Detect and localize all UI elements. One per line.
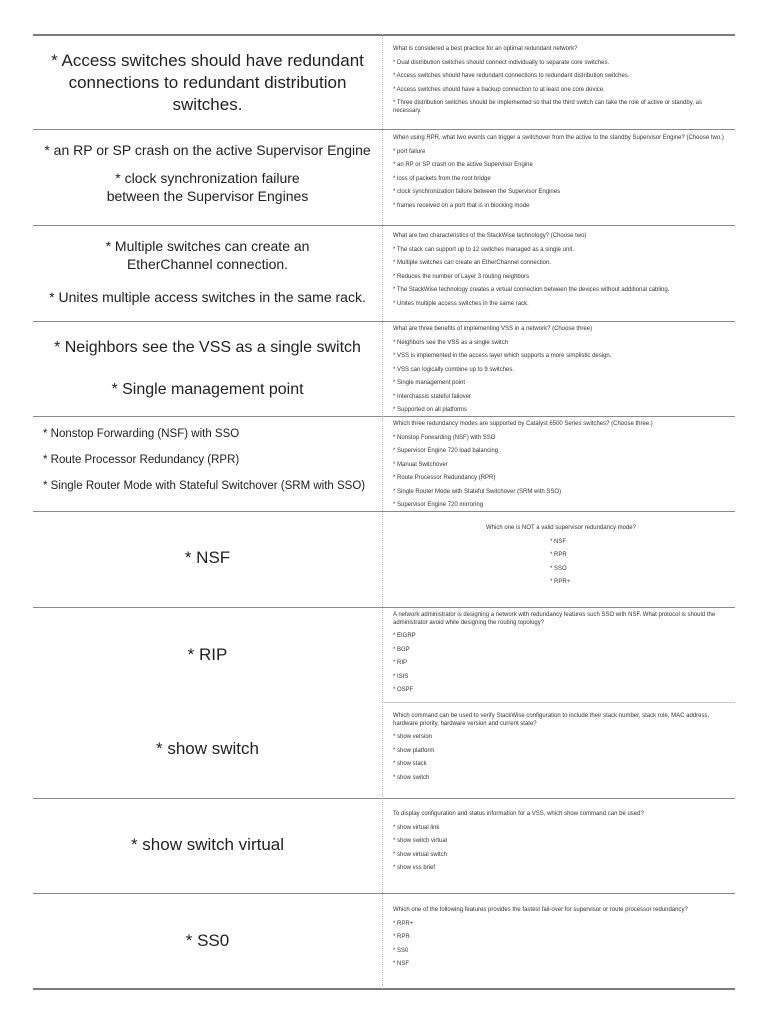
option-text: * BGP xyxy=(393,646,410,653)
question-cell xyxy=(393,907,729,975)
option-text: * Interchassis stateful failover xyxy=(393,393,472,400)
answer-cell xyxy=(33,644,382,666)
option-text: * show switch xyxy=(393,774,430,781)
question-text: To display configuration and status information for a VSS, which show command can be used? xyxy=(393,811,644,817)
option-text: * Unites multiple access switches in the same rack. xyxy=(393,300,529,307)
question-text: Which one is NOT a valid supervisor redundancy mode? xyxy=(486,525,636,531)
option-text: * show virtual link xyxy=(393,824,440,831)
answer-text: * an RP or SP crash on the active Supervisor Engine xyxy=(44,142,371,158)
question-cell xyxy=(393,421,729,516)
question-text: What are three benefits of implementing VSS in a network? (Choose three) xyxy=(393,326,593,332)
row-divider xyxy=(33,321,735,322)
answer-text: * show switch xyxy=(156,739,259,758)
option-text: * OSPF xyxy=(393,687,414,693)
row-divider xyxy=(33,225,735,226)
option-text: * RPR xyxy=(550,552,567,558)
row-divider xyxy=(33,34,735,36)
row-divider xyxy=(33,798,735,799)
option-text: * show version xyxy=(393,734,433,740)
option-text: * RIP xyxy=(393,660,408,666)
option-text: * RPR+ xyxy=(393,920,414,927)
option-text: * frames received on a port that is in blocking mode xyxy=(393,202,530,209)
option-text: * Access switches should have redundant connections to redundant distribution switches. xyxy=(393,73,630,79)
answer-cell xyxy=(33,141,382,205)
answer-text: * clock synchronization failure between the Supervisor Engines xyxy=(106,170,309,204)
option-text: * NSF xyxy=(393,961,410,967)
option-text: * RPR+ xyxy=(550,579,571,585)
question-text: What is considered a best practice for an optimal redundant network? xyxy=(393,46,578,52)
question-text: Which command can be used to verify StackWise configuration to include their stack number, stack role, MAC address, hardware priority, hardware version and current state? xyxy=(393,713,710,727)
question-cell xyxy=(393,713,729,788)
question-text: When using RPR, what two events can trigger a switchover from the active to the standby Supervisor Engine? (Choose two.) xyxy=(393,135,724,141)
answer-text: * SS0 xyxy=(185,931,230,950)
option-text: * Supervisor Engine 720 mirroring xyxy=(393,502,484,508)
option-text: * Multiple switches can create an EtherChannel connection. xyxy=(393,260,552,266)
answer-cell xyxy=(33,427,382,493)
flashcard-page xyxy=(33,34,735,990)
option-text: * Nonstop Forwarding (NSF) with SSO xyxy=(393,434,496,441)
option-text: * Manual Switchover xyxy=(393,461,448,468)
answer-text: * NSF xyxy=(184,548,231,567)
question-cell xyxy=(393,326,729,421)
option-text: * Three distribution switches should be implemented so that the third switch can take the role of active or standby, as necessary. xyxy=(393,100,702,114)
option-text: * Single management point xyxy=(393,380,466,386)
question-divider xyxy=(382,702,735,703)
option-text: * SSO xyxy=(550,565,567,572)
question-text: Which one of the following features provides the fastest fail-over for supervisor or route processor redundancy? xyxy=(393,907,688,913)
question-cell xyxy=(393,46,729,121)
answer-text: * Single management point xyxy=(111,381,304,398)
answer-text: * Access switches should have redundant connections to redundant distribution switches. xyxy=(51,51,364,114)
option-text: * EIGRP xyxy=(393,633,416,639)
answer-text: * Unites multiple access switches in the same rack. xyxy=(49,289,366,305)
option-text: * show switch virtual xyxy=(393,838,448,844)
option-text: * NSF xyxy=(550,538,567,545)
option-text: * loss of packets from the root bridge xyxy=(393,175,491,182)
answer-cell xyxy=(33,834,382,856)
answer-cell xyxy=(33,547,382,569)
row-divider xyxy=(33,988,735,990)
question-text: What are two characteristics of the StackWise technology? (Choose two) xyxy=(393,233,587,239)
option-text: * ISIS xyxy=(393,673,409,680)
option-text: * Route Processor Redundancy (RPR) xyxy=(393,475,496,481)
answer-cell xyxy=(33,930,382,952)
answer-text: * Single Router Mode with Stateful Switchover (SRM with SSO) xyxy=(43,480,366,492)
option-text: * show virtual switch xyxy=(393,851,448,858)
question-cell xyxy=(393,233,729,314)
question-cell xyxy=(393,135,729,216)
answer-text: * RIP xyxy=(187,645,228,664)
question-cell xyxy=(393,811,729,879)
answer-cell xyxy=(33,337,382,401)
option-text: * an RP or SP crash on the active Supervisor Engine xyxy=(393,162,533,168)
row-divider xyxy=(33,893,735,894)
option-text: * Reduces the number of Layer 3 routing neighbors xyxy=(393,273,530,280)
option-text: * Access switches should have a backup connection to at least one core device. xyxy=(393,86,605,93)
answer-cell xyxy=(33,50,382,116)
question-cell xyxy=(393,612,729,701)
option-text: * SS0 xyxy=(393,947,409,954)
answer-text: * Multiple switches can create an EtherChannel connection. xyxy=(105,238,310,272)
column-divider xyxy=(382,34,383,989)
option-text: * show stack xyxy=(393,761,427,767)
option-text: * The StackWise technology creates a virtual connection between the devices without additional cabling. xyxy=(393,287,670,293)
question-text: Which three redundancy modes are supported by Catalyst 6500 Series switches? (Choose three.) xyxy=(393,421,653,427)
option-text: * show platform xyxy=(393,747,435,754)
question-text: A network administrator is designing a network with redundancy features such SSO with NSF. What protocol is should the administrator avoid while designing the routing topology? xyxy=(393,612,716,626)
option-text: * Supported on all platforms xyxy=(393,407,468,413)
option-text: * Single Router Mode with Stateful Switchover (SRM with SSO) xyxy=(393,488,562,495)
option-text: * clock synchronization failure between the Supervisor Engines xyxy=(393,189,561,195)
answer-text: * show switch virtual xyxy=(130,835,285,854)
answer-text: * Route Processor Redundancy (RPR) xyxy=(43,454,240,466)
option-text: * Supervisor Engine 720 load balancing xyxy=(393,448,499,454)
question-cell xyxy=(393,525,729,593)
row-divider xyxy=(33,129,735,130)
option-text: * Dual distribution switches should connect individually to separate core switches. xyxy=(393,59,610,66)
answer-text: * Nonstop Forwarding (NSF) with SSO xyxy=(43,428,240,440)
row-divider xyxy=(33,607,735,608)
option-text: * show vss brief xyxy=(393,865,436,871)
option-text: * VSS can logically combine up to 9 switches. xyxy=(393,366,515,373)
answer-cell xyxy=(33,738,382,760)
option-text: * The stack can support up to 12 switches managed as a single unit. xyxy=(393,246,574,253)
answer-text: * Neighbors see the VSS as a single switch xyxy=(54,339,361,356)
option-text: * VSS is implemented in the access layer which supports a more simplistic design. xyxy=(393,353,612,359)
option-text: * port failure xyxy=(393,148,426,155)
answer-cell xyxy=(33,237,382,306)
option-text: * RPR xyxy=(393,934,410,940)
option-text: * Neighbors see the VSS as a single switch xyxy=(393,339,509,346)
